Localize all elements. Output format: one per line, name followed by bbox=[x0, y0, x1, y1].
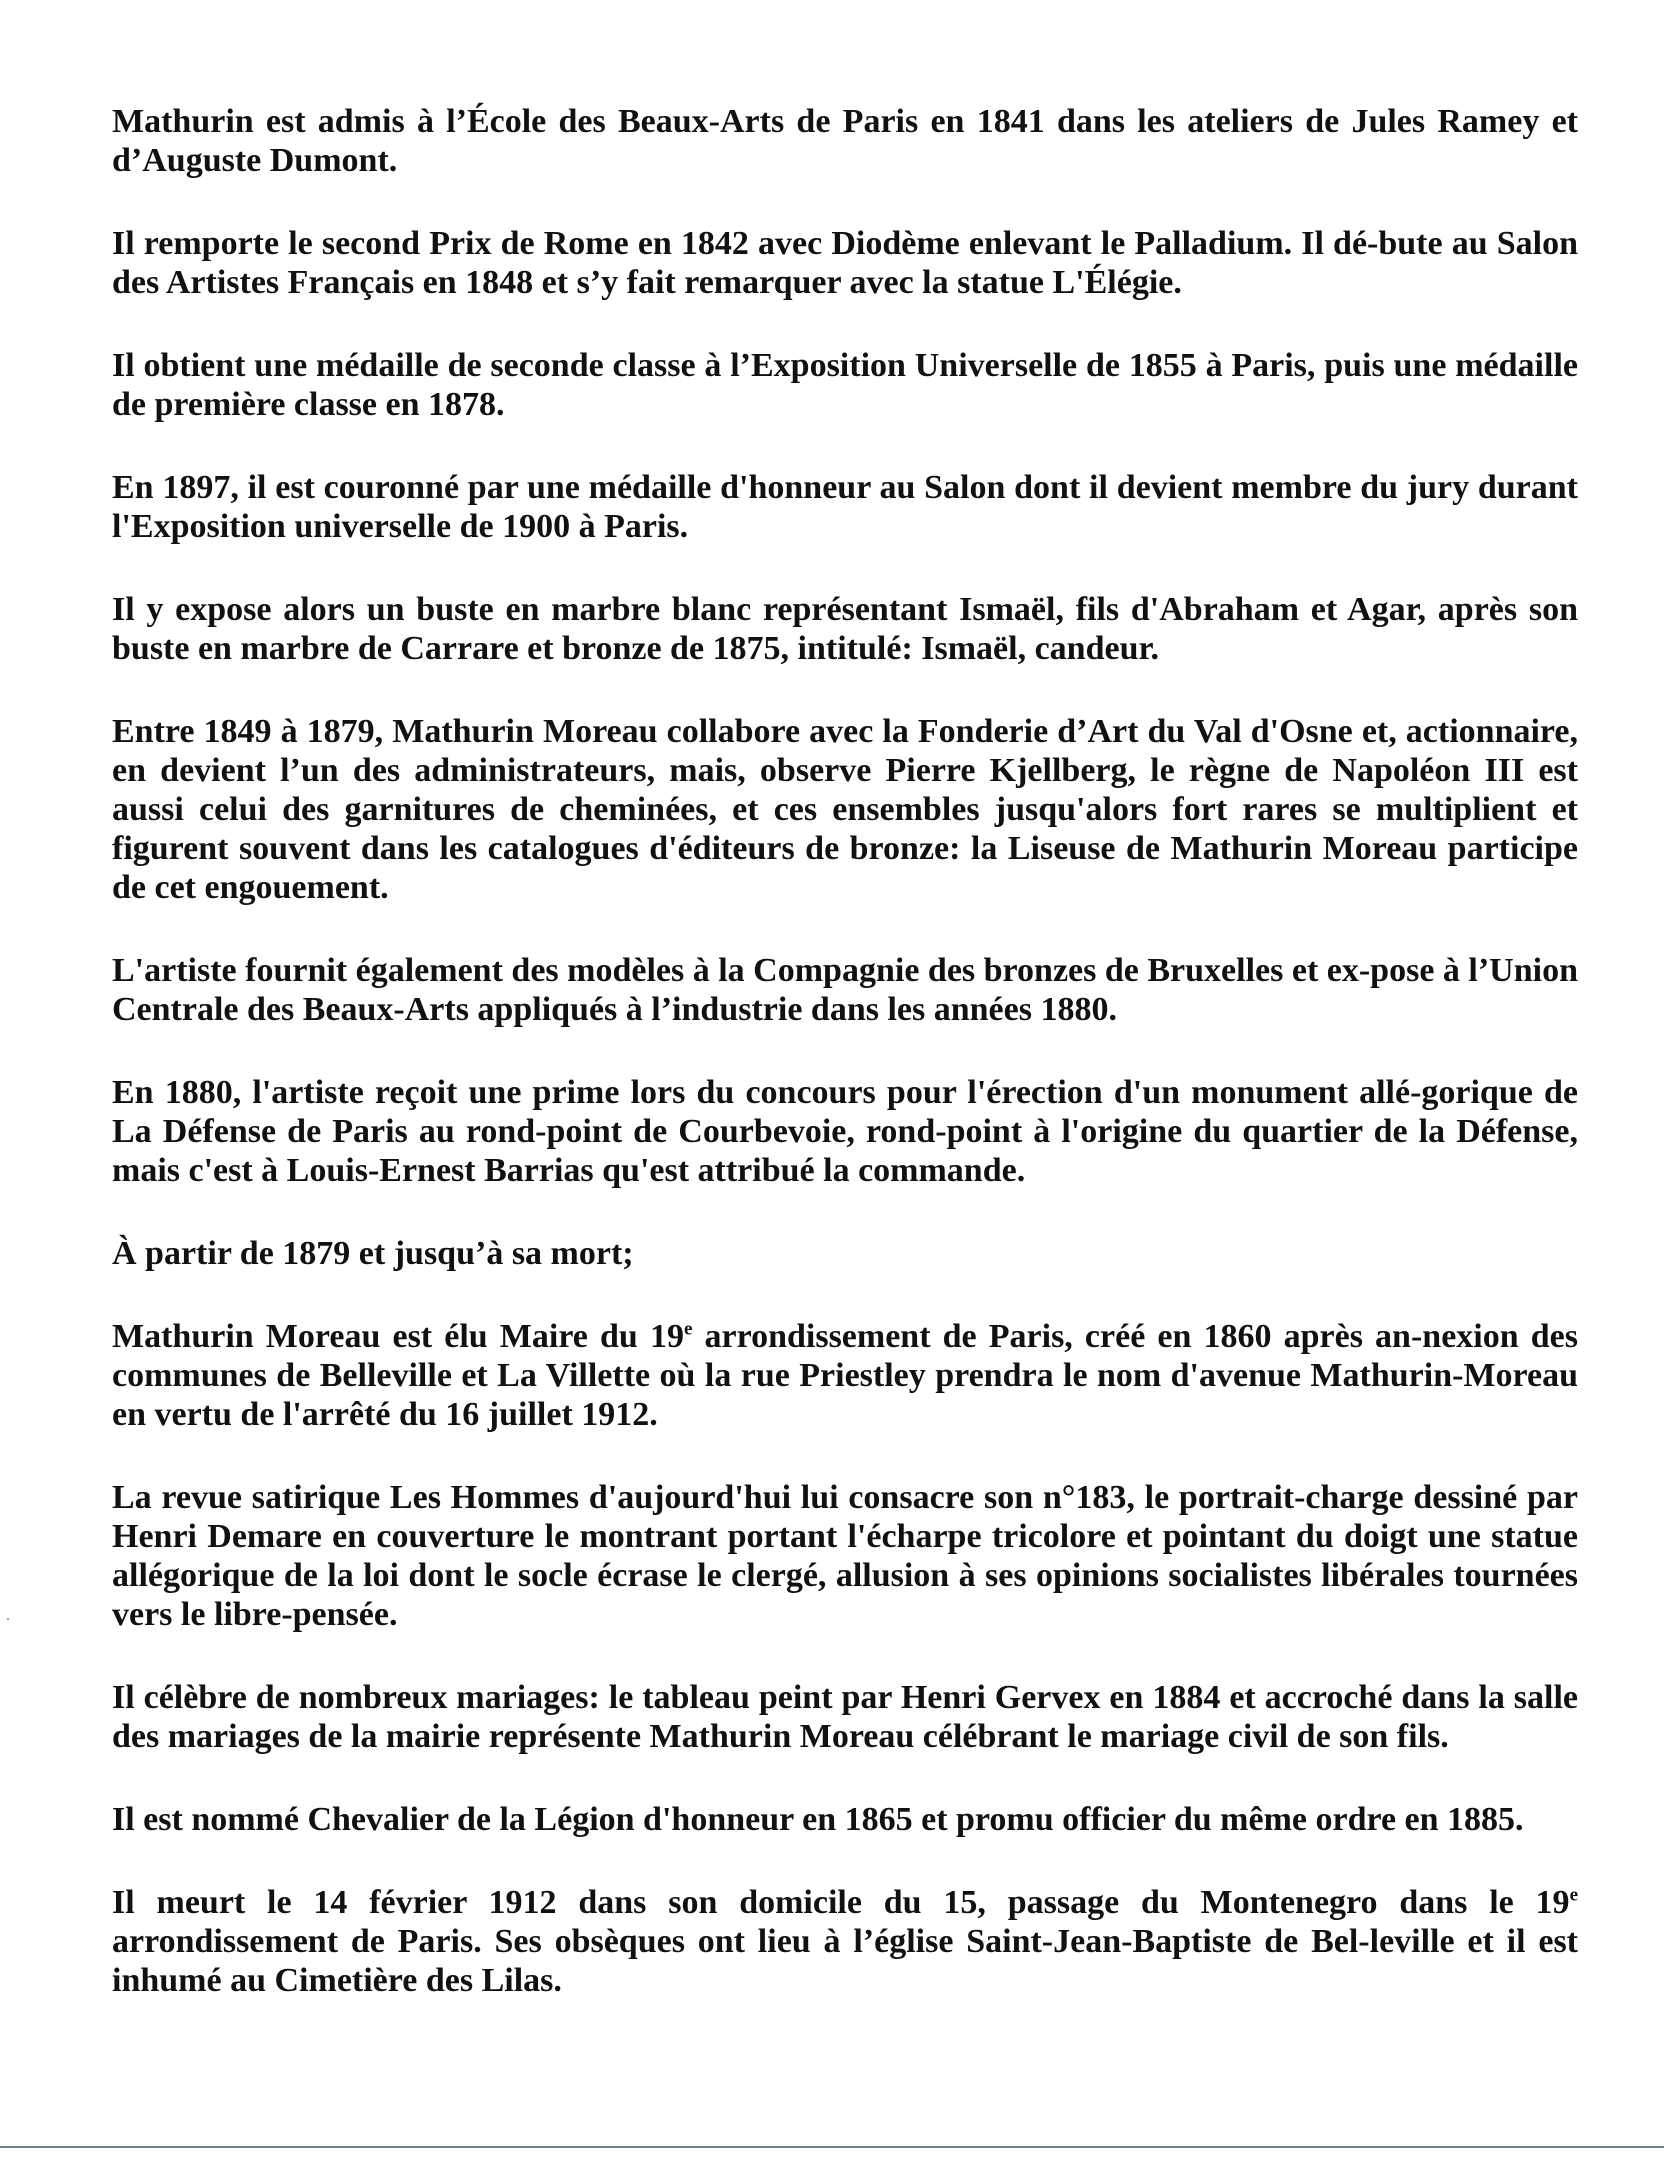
paragraph-7-text: L'artiste fournit également des modèles à la Compagnie des bronzes de Bruxelles et ex-pose à l’Union Centrale des Beaux-Arts appliqués à l’industrie dans les années 1880. bbox=[112, 952, 1578, 1028]
paragraph-6 bbox=[112, 712, 1578, 907]
paragraph-12-text: Il célèbre de nombreux mariages: le tableau peint par Henri Gervex en 1884 et accroché dans la salle des mariages de la mairie représente Mathurin Moreau célébrant le mariage civil de son fils. bbox=[112, 1679, 1578, 1755]
paragraph-7 bbox=[112, 951, 1578, 1029]
document-body bbox=[112, 102, 1578, 2044]
paragraph-14-text-b: arrondissement de Paris. Ses obsèques ont lieu à l’église Saint-Jean-Baptiste de Bel-leville et il est inhumé au Cimetière des Lilas. bbox=[112, 1923, 1578, 1999]
superscript-e: e bbox=[683, 1318, 693, 1340]
paragraph-13-text: Il est nommé Chevalier de la Légion d'honneur en 1865 et promu officier du même ordre en 1885. bbox=[112, 1801, 1524, 1838]
paragraph-8-text: En 1880, l'artiste reçoit une prime lors du concours pour l'érection d'un monument allé-gorique de La Défense de Paris au rond-point de Courbevoie, rond-point à l'origine du quartier de la Défense, mais c'est à Louis-Ernest Barrias qu'est attribué la commande. bbox=[112, 1074, 1578, 1189]
paragraph-14-text-a: Il meurt le 14 février 1912 dans son domicile du 15, passage du Montenegro dans le 19 bbox=[112, 1884, 1570, 1921]
paragraph-4 bbox=[112, 468, 1578, 546]
paragraph-14 bbox=[112, 1883, 1578, 2000]
paragraph-10 bbox=[112, 1317, 1578, 1434]
bottom-rule bbox=[0, 2146, 1664, 2148]
paragraph-2-text: Il remporte le second Prix de Rome en 1842 avec Diodème enlevant le Palladium. Il dé-bute au Salon des Artistes Français en 1848 et s’y fait remarquer avec la statue L'Élégie. bbox=[112, 225, 1578, 301]
paragraph-6-text: Entre 1849 à 1879, Mathurin Moreau collabore avec la Fonderie d’Art du Val d'Osne et, actionnaire, en devient l’un des administrateurs, mais, observe Pierre Kjellberg, le règne de Napoléon III est aussi celui des garnitures de cheminées, et ces ensembles jusqu'alors fort rares se multiplient et figurent souvent dans les catalogues d'éditeurs de bronze: la Liseuse de Mathurin Moreau participe de cet engouement. bbox=[112, 713, 1578, 906]
paragraph-3-text: Il obtient une médaille de seconde classe à l’Exposition Universelle de 1855 à Paris, puis une médaille de première classe en 1878. bbox=[112, 347, 1578, 423]
paragraph-5 bbox=[112, 590, 1578, 668]
paragraph-5-text: Il y expose alors un buste en marbre blanc représentant Ismaël, fils d'Abraham et Agar, après son buste en marbre de Carrare et bronze de 1875, intitulé: Ismaël, candeur. bbox=[112, 591, 1578, 667]
paragraph-10-text-a: Mathurin Moreau est élu Maire du 19 bbox=[112, 1318, 684, 1355]
paragraph-4-text: En 1897, il est couronné par une médaille d'honneur au Salon dont il devient membre du jury durant l'Exposition universelle de 1900 à Paris. bbox=[112, 469, 1578, 545]
paragraph-3 bbox=[112, 346, 1578, 424]
paragraph-11-text: La revue satirique Les Hommes d'aujourd'hui lui consacre son n°183, le portrait-charge dessiné par Henri Demare en couverture le montrant portant l'écharpe tricolore et pointant du doigt une statue allégorique de la loi dont le socle écrase le clergé, allusion à ses opinions socialistes libérales tournées vers le libre-pensée. bbox=[112, 1479, 1578, 1633]
paragraph-11 bbox=[112, 1478, 1578, 1634]
paragraph-9-text: À partir de 1879 et jusqu’à sa mort; bbox=[112, 1235, 634, 1272]
paragraph-9 bbox=[112, 1234, 1578, 1273]
superscript-e: e bbox=[1569, 1884, 1578, 1906]
paragraph-1-text: Mathurin est admis à l’École des Beaux-Arts de Paris en 1841 dans les ateliers de Jules Ramey et d’Auguste Dumont. bbox=[112, 103, 1578, 179]
paragraph-1 bbox=[112, 102, 1578, 180]
scan-speck bbox=[7, 1618, 9, 1620]
paragraph-8 bbox=[112, 1073, 1578, 1190]
paragraph-12 bbox=[112, 1678, 1578, 1756]
paragraph-13 bbox=[112, 1800, 1578, 1839]
paragraph-10-text-b: arrondissement de Paris, créé en 1860 après an-nexion des communes de Belleville et La Villette où la rue Priestley prendra le nom d'avenue Mathurin-Moreau en vertu de l'arrêté du 16 juillet 1912. bbox=[112, 1318, 1578, 1433]
paragraph-2 bbox=[112, 224, 1578, 302]
